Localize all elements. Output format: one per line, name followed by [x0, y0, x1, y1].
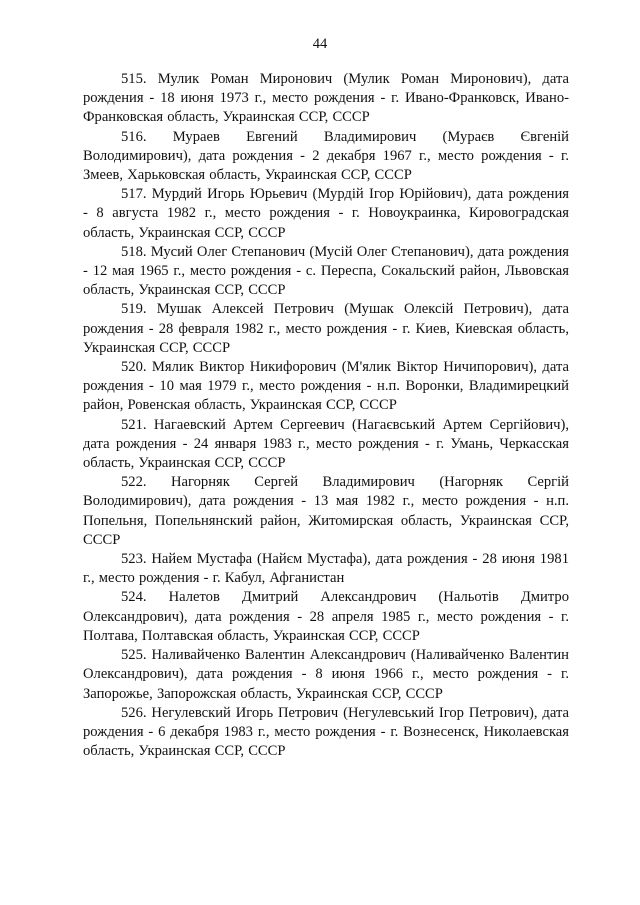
list-item: 519. Мушак Алексей Петрович (Мушак Олексій Петрович), дата рождения - 28 февраля 1982 г., место рождения - г. Киев, Киевская область, Украинская ССР, СССР	[83, 301, 569, 356]
page-number: 44	[312, 36, 328, 52]
list-item: 515. Мулик Роман Миронович (Мулик Роман Миронович), дата рождения - 18 июня 1973 г., место рождения - г. Ивано-Франковск, Ивано-Франковская область, Украинская ССР, СССР	[83, 71, 569, 126]
list-item: 516. Мураев Евгений Владимирович (Мураєв Євгеній Володимирович), дата рождения - 2 декабря 1967 г., место рождения - г. Змеев, Харьковская область, Украинская ССР, СССР	[83, 128, 569, 184]
list-item: 518. Мусий Олег Степанович (Мусій Олег Степанович), дата рождения - 12 мая 1965 г., место рождения - с. Переспа, Сокальский район, Львовская область, Украинская ССР, СССР	[83, 243, 569, 299]
entry-list	[83, 70, 569, 761]
list-item: 522. Нагорняк Сергей Владимирович (Нагорняк Сергій Володимирович), дата рождения - 13 мая 1982 г., место рождения - н.п. Попельня, Попельнянский район, Житомирская область, Украинская ССР, СССР	[83, 474, 569, 548]
list-item: 517. Мурдий Игорь Юрьевич (Мурдій Ігор Юрійович), дата рождения - 8 августа 1982 г., место рождения - г. Новоукраинка, Кировоградская область, Украинская ССР, СССР	[83, 186, 569, 241]
list-item: 520. Мялик Виктор Никифорович (М'ялик Віктор Ничипорович), дата рождения - 10 мая 1979 г., место рождения - н.п. Воронки, Владимирецкий район, Ровенская область, Украинская ССР, СССР	[83, 359, 569, 414]
list-item: 525. Наливайченко Валентин Александрович (Наливайченко Валентин Олександрович), дата рождения - 8 июня 1966 г., место рождения - г. Запорожье, Запорожская область, Украинская ССР, СССР	[83, 647, 569, 702]
list-item: 526. Негулевский Игорь Петрович (Негулевський Ігор Петрович), дата рождения - 6 декабря 1983 г., место рождения - г. Вознесенск, Николаевская область, Украинская ССР, СССР	[83, 704, 569, 760]
list-item: 521. Нагаевский Артем Сергеевич (Нагаєвський Артем Сергійович), дата рождения - 24 января 1983 г., место рождения - г. Умань, Черкасская область, Украинская ССР, СССР	[83, 416, 569, 472]
list-item: 523. Найем Мустафа (Найєм Мустафа), дата рождения - 28 июня 1981 г., место рождения - г. Кабул, Афганистан	[83, 551, 569, 587]
list-item: 524. Налетов Дмитрий Александрович (Нальотів Дмитро Олександрович), дата рождения - 28 апреля 1985 г., место рождения - г. Полтава, Полтавская область, Украинская ССР, СССР	[83, 589, 569, 644]
